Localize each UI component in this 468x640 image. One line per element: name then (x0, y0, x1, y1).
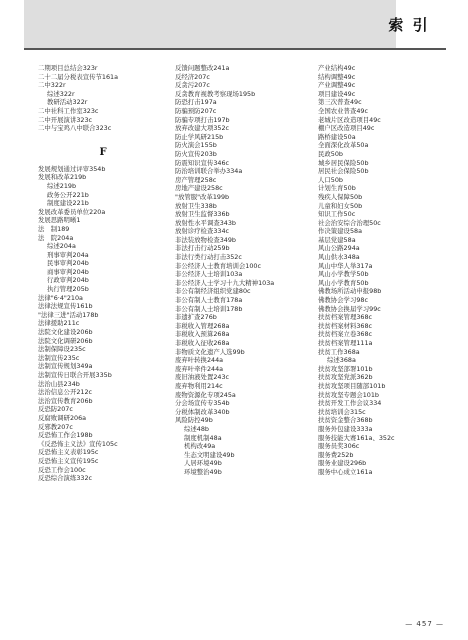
index-subentry: 综述368a (327, 356, 356, 365)
index-subentry: 政务公开221b (47, 190, 89, 199)
index-entry: 非法打击行动259b (175, 244, 230, 253)
index-entry: "法律三进"活动178b (38, 310, 99, 319)
index-entry: 服务费252b (318, 450, 354, 459)
index-entry: 《反恐怖主义法》宣传105c (38, 439, 118, 448)
index-entry: 发展和改革219b (38, 173, 87, 182)
index-entry: 非物质文化遗产人选99b (175, 347, 245, 356)
index-entry: 放射诊疗检查334c (175, 227, 230, 236)
index-entry: 防治培训联合举办334a (175, 167, 243, 176)
index-entry: 风山小学教学50b (318, 270, 369, 279)
index-entry: 全国农业普查49c (318, 106, 368, 115)
index-subentry: 综述219b (47, 181, 77, 190)
index-entry: 扶贫攻坚党派362b (318, 373, 373, 382)
index-entry: 扶贫攻坚项目随部101b (318, 381, 386, 390)
index-entry: 发展思路明晰1 (38, 216, 81, 225)
index-entry: 扶贫档案管理111a (318, 339, 373, 347)
index-entry: 计划生育50b (318, 184, 356, 193)
index-entry: 扶贫攻坚专题会101b (318, 390, 379, 399)
index-entry: 分税体制改革340b (175, 407, 230, 416)
index-entry: 人口50b (318, 175, 343, 184)
index-entry: 法治信息公开212c (38, 388, 93, 397)
index-subentry: 商事审判204b (47, 267, 89, 276)
index-entry: 扶贫开发工作会议334 (318, 399, 382, 408)
index-entry: 反恐怖主义表彰195c (38, 448, 99, 457)
index-entry: 民政50b (318, 149, 343, 158)
page-title: 索 引 (388, 15, 430, 34)
index-column-3 (318, 64, 448, 626)
index-entry: 法院文化调研206b (38, 336, 93, 345)
index-subentry: 执行管理205b (47, 285, 89, 294)
index-entry: 反贪污207c (175, 81, 210, 90)
index-entry: 扶贫工作368a (318, 347, 360, 356)
index-entry: 法制保障设235c (38, 345, 86, 354)
index-entry: 基层党建58a (318, 235, 356, 244)
header-rule (24, 48, 446, 50)
index-entry: 风山供水348a (318, 253, 360, 262)
index-subentry: 民事审判204b (47, 259, 89, 268)
index-entry: 城乡居民保险50b (318, 158, 369, 167)
index-entry: 非遗扩查276b (175, 313, 217, 322)
index-entry: 法 制189 (38, 224, 70, 233)
index-entry: 社会治安综合治理50c (318, 218, 381, 227)
index-entry: 非公经济人士教育培训会100c (175, 261, 262, 270)
index-entry: 二期项目总结会323r (38, 64, 98, 72)
index-column-2 (175, 64, 305, 626)
index-entry: 服务外包建设333a (318, 424, 373, 433)
index-entry: 居民社会保险50b (318, 167, 369, 176)
index-entry: 扶贫档案管理368c (318, 313, 373, 322)
index-entry: 非税收入预算268a (175, 330, 230, 339)
index-entry: 法治宣传教育206b (38, 396, 93, 405)
index-entry: 防骗专项打击197b (175, 115, 230, 124)
index-entry: 废旧油液处置243c (175, 373, 230, 382)
index-entry: 二中与宝鸡八中联合323c (38, 124, 112, 133)
index-entry: 防恐打击197a (175, 98, 217, 107)
index-entry: 废弃叶牵件244a (175, 364, 224, 373)
index-entry: 扶贫资金整合368b (318, 416, 373, 425)
index-entry: 非公经济人士培训103a (175, 270, 243, 279)
index-entry: 风山公路294a (318, 244, 360, 253)
index-entry: 服务技能大赛161a、352c (318, 433, 395, 442)
index-entry: 非法行类行动打击352c (175, 253, 242, 262)
index-entry: 放射卫生监督336b (175, 210, 230, 219)
index-entry: 法律援助211c (38, 319, 80, 328)
index-letter-heading: F (99, 146, 107, 158)
index-entry: 房地产建设258c (175, 184, 223, 193)
index-entry: 防震知识宣传346c (175, 158, 230, 167)
index-entry: 服务中心成立161a (318, 467, 373, 476)
index-subentry: 制度建设221b (47, 199, 89, 208)
title-box (372, 0, 446, 48)
index-entry: 老城片区改造项目49c (318, 115, 381, 124)
index-entry: 废弃物利用214c (175, 381, 223, 390)
index-entry: 全面深化改革50a (318, 141, 369, 150)
index-entry: 儿童和妇女50b (318, 201, 363, 210)
index-entry: 知识工作50c (318, 210, 356, 219)
index-entry: 佛教协会学习98c (318, 296, 368, 305)
index-entry: 非法装放物检查349b (175, 235, 236, 244)
header-band (24, 0, 396, 48)
index-entry: 防火演会155b (175, 141, 217, 150)
index-subentry: 刑事审判204a (47, 250, 89, 259)
index-entry: 防火宣传203b (175, 149, 217, 158)
index-entry: 扶贫攻坚部署101b (318, 364, 373, 373)
index-entry: 产业调整49c (318, 81, 356, 90)
index-entry: 二十二届分税表宣传节161a (38, 72, 119, 81)
index-entry: 残疾人保障50b (318, 192, 363, 201)
index-entry: 法院文化建设206b (38, 328, 93, 337)
index-entry: 防止学风研215b (175, 132, 224, 141)
index-entry: 服务业建设296b (318, 459, 367, 468)
index-column-1 (38, 64, 168, 626)
index-entry: "放管服"改革199b (175, 192, 230, 201)
index-entry: 非公有制经济组织党建80c (175, 287, 251, 296)
index-entry: 反贪教育视教考察现场195b (175, 89, 256, 98)
index-entry: 非公有制人士培训178b (175, 304, 243, 313)
index-entry: 发展规划通过评审354b (38, 164, 106, 173)
index-subentry: 环境整治49b (184, 467, 222, 476)
index-entry: 放弃改建大项352c (175, 124, 230, 133)
index-entry: 房产管理258c (175, 175, 217, 184)
index-entry: 废物资源化专项245a (175, 390, 236, 399)
index-entry: 反馈问题整改241a (175, 64, 230, 72)
index-entry: 法律法规宣传161b (38, 302, 93, 311)
index-entry: 扶贫档案立卷368c (318, 330, 373, 339)
index-subentry: 制度机制48a (184, 433, 222, 442)
index-entry: 法治山县234b (38, 379, 80, 388)
index-entry: 法制宣传日联合开展335b (38, 371, 112, 379)
index-entry: 反邪教207c (38, 422, 73, 431)
index-entry: 放射卫生338b (175, 201, 217, 210)
index-entry: 二中社科工作室323c (38, 106, 99, 115)
index-subentry: 人居环境49b (184, 459, 222, 468)
index-entry: 扶贫培训会315c (318, 407, 366, 416)
index-entry: 佛教场所活动申报98b (318, 287, 382, 296)
index-entry: 反恐综合演练332c (38, 474, 93, 483)
index-entry: 佛教协会换届学习99c (318, 304, 381, 313)
index-entry: 项目建设49c (318, 89, 356, 98)
index-subentry: 综述48b (184, 424, 209, 433)
index-entry: 反经济207c (175, 72, 210, 81)
index-subentry: 生态文明建设49b (184, 450, 235, 459)
index-entry: 放射性水平调查343b (175, 218, 236, 227)
index-entry: 反恐怖主义宣传195c (38, 456, 99, 465)
index-entry: 作决策建设58a (318, 227, 363, 236)
index-entry: 分会场宣传专354b (175, 399, 230, 408)
index-entry: 棚户区改造项目49c (318, 124, 375, 133)
index-entry: 反腐败调研206a (38, 413, 87, 422)
index-entry: 反恐怖工作会198b (38, 431, 93, 440)
index-subentry: 综述322r (47, 89, 75, 98)
index-entry: 风险防控49b (175, 416, 213, 425)
index-entry: 法律"6·4"210a (38, 293, 83, 302)
index-entry: 第三次普查49c (318, 98, 362, 107)
index-entry: 法 院204a (38, 233, 74, 242)
index-entry: 产业结构49c (318, 64, 356, 72)
index-entry: 路桥建设50a (318, 132, 356, 141)
index-subentry: 行政审判204b (47, 276, 89, 285)
index-entry: 反恐工作会100c (38, 465, 86, 474)
index-entry: 风山小学教育50b (318, 278, 369, 287)
index-entry: 废弃叶转换244a (175, 356, 224, 365)
index-entry: 防骗预防207c (175, 106, 217, 115)
index-entry: 发展改革委员单位220a (38, 207, 106, 216)
index-entry: 风山中华人举317a (318, 261, 373, 270)
index-entry: 服务员奖306c (318, 442, 360, 451)
index-entry: 法制宣传规划349a (38, 362, 93, 371)
index-entry: 非税收入管理268a (175, 321, 230, 330)
index-entry: 二中开展演讲323c (38, 115, 93, 124)
index-entry: 法制宣传235c (38, 353, 80, 362)
index-entry: 非公经济人士学习十九大精神103a (175, 278, 275, 287)
index-subentry: 机构改49a (184, 442, 216, 451)
page-number: — 457 — (405, 620, 444, 628)
index-entry: 二中322r (38, 81, 66, 90)
index-entry: 扶贫档案材料368c (318, 321, 373, 330)
index-entry: 非公有制人士教育178a (175, 296, 243, 305)
index-entry: 反恐防207c (38, 405, 73, 414)
index-subentry: 综述204a (47, 242, 76, 251)
index-entry: 非税收入征收268a (175, 339, 230, 347)
index-subentry: 教研活动322r (47, 98, 88, 107)
index-entry: 结构调整49c (318, 72, 356, 81)
